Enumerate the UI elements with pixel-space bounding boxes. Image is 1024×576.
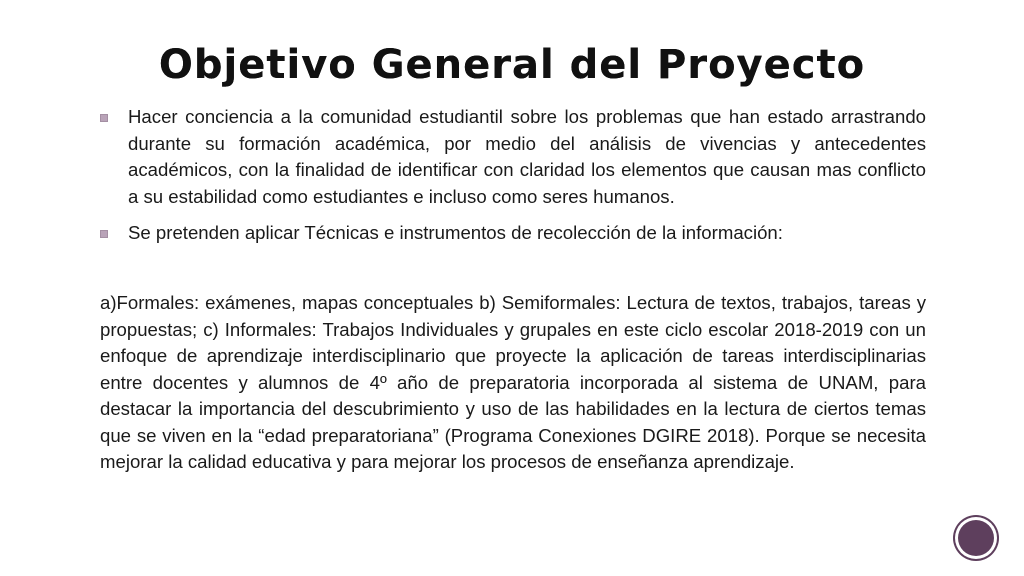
slide-title: Objetivo General del Proyecto (158, 42, 866, 88)
bullet-list (100, 104, 926, 257)
square-bullet-icon (100, 114, 108, 122)
bullet-item (100, 220, 926, 247)
bullet-text: Se pretenden aplicar Técnicas e instrumentos de recolección de la información: (128, 222, 783, 243)
body-paragraph: a)Formales: exámenes, mapas conceptuales b) Semiformales: Lectura de textos, trabajos, tareas y propuestas; c) Informales: Trabajos Individuales y grupales en este ciclo escolar 2018-2019 con un enfoque de aprendizaje interdisciplinario que proyecte la aplicación de tareas interdisciplinarias entre docentes y alumnos de 4º año de preparatoria incorporada al sistema de UNAM, para destacar la importancia del descubrimiento y uso de las habilidades en la lectura de ciertos temas que se viven en la “edad preparatoriana” (Programa Conexiones DGIRE 2018). Porque se necesita mejorar la calidad educativa y para mejorar los procesos de enseñanza aprendizaje. (100, 292, 926, 472)
square-bullet-icon (100, 230, 108, 238)
bullet-item (100, 104, 926, 210)
slide-number-badge (958, 520, 994, 556)
bullet-text: Hacer conciencia a la comunidad estudiantil sobre los problemas que han estado arrastrando durante su formación académica, por medio del análisis de vivencias y antecedentes académicos, con la finalidad de identificar con claridad los elementos que causan mas conflicto a su estabilidad como estudiantes e incluso como seres humanos. (128, 106, 926, 207)
